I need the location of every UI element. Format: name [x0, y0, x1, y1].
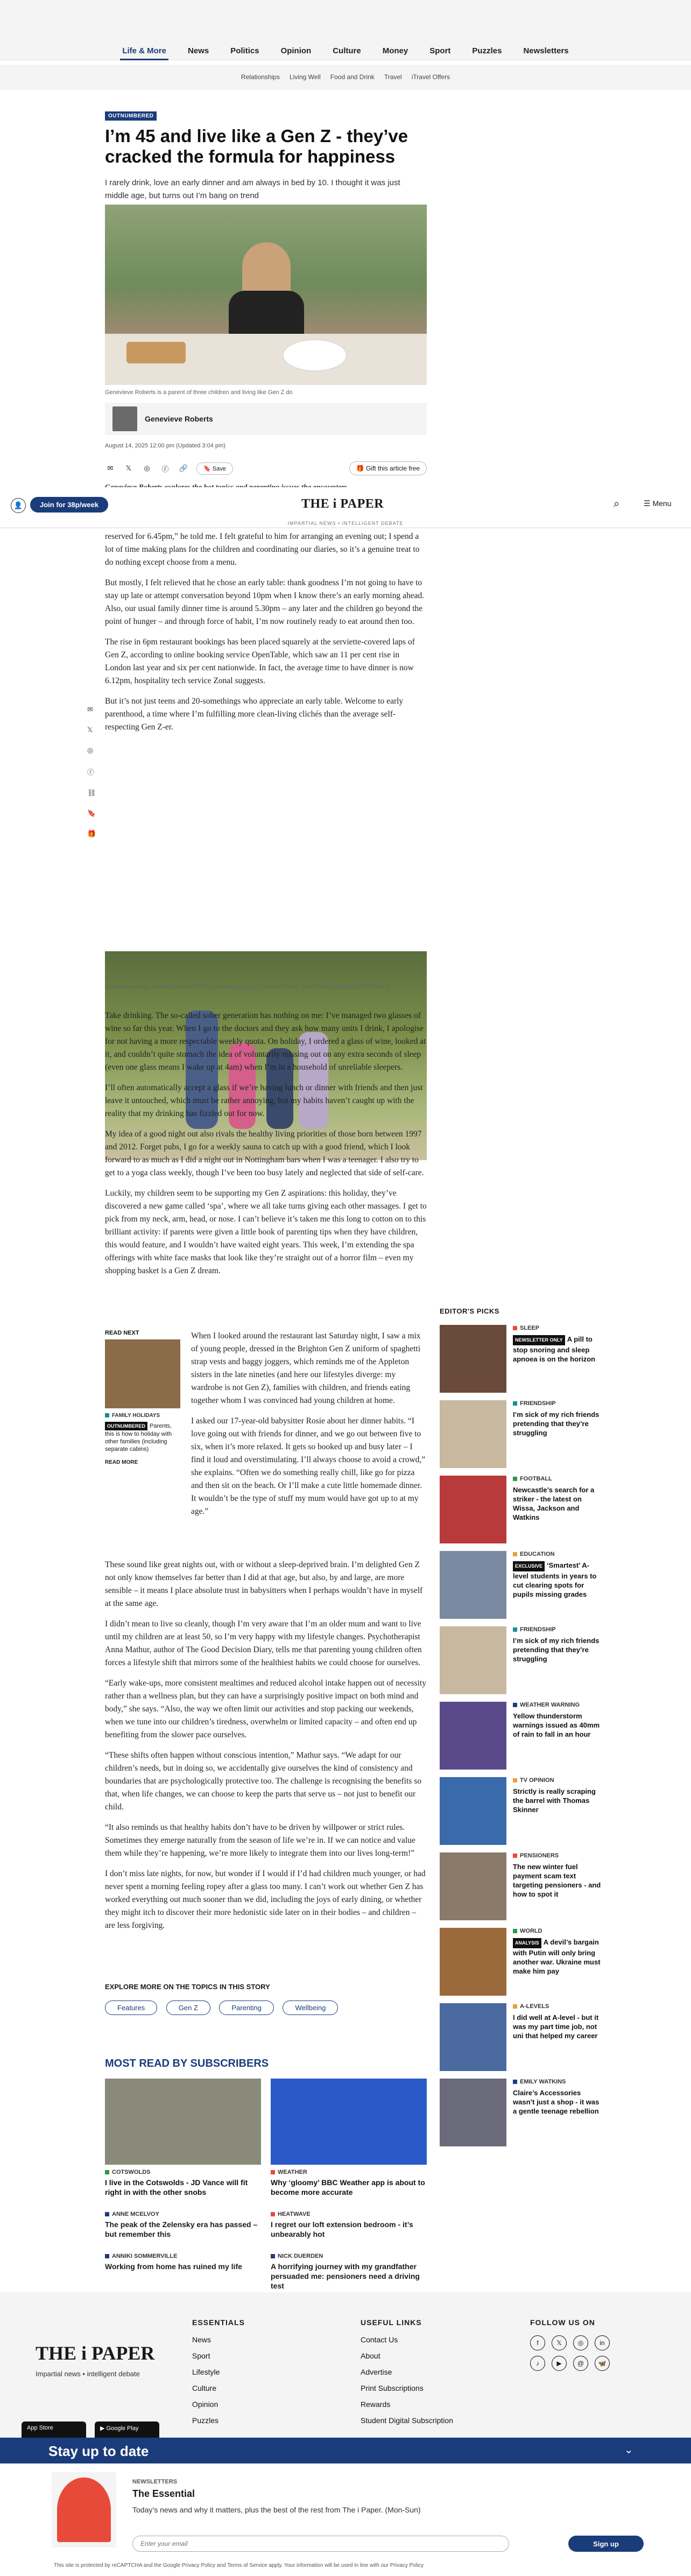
nav-item-news[interactable]: News [188, 46, 209, 55]
paragraph: When I looked around the restaurant last Saturday night, I saw a mix of young people, dressed in the Brighton Gen Z uniform of spaghetti strap vests and baggy joggers, which reminds me of the Appleton sisters in the late nineties (and here our lifestyles diverge: my wardrobe is not Gen Z), families with children, and friends eating together whom I was convinced had young children at home. [191, 1331, 421, 1405]
read-next-badge: OUTNUMBERED [105, 1422, 147, 1430]
site-logo[interactable]: THE i PAPER [301, 497, 384, 511]
tiktok-icon[interactable]: ♪ [530, 2356, 545, 2371]
standfirst: I rarely drink, love an early dinner and am always in bed by 10. I thought it was just middle age, but turns out I’m bang on trend [105, 178, 400, 200]
topic-chip[interactable]: Parenting [219, 2001, 274, 2015]
footer-tagline: Impartial news • intelligent debate [36, 2370, 140, 2378]
paragraph: “These shifts often happen without conscious intention,” Mathur says. “We adapt for our children’s needs, but in doing so, we accidentally give ourselves the kind of consistency and boundaries that are psychologically protective too. The challenge is recognising the benefits so that, when life changes, we can choose to keep the parts that serve us – not just to benefit our child. [105, 1751, 422, 1812]
most-read-image [105, 2079, 261, 2165]
subnav-relationships[interactable]: Relationships [241, 73, 280, 81]
footer-link[interactable]: Contact Us [361, 2335, 398, 2344]
app-store-button[interactable]: App Store [22, 2421, 86, 2441]
signup-button[interactable]: Sign up [568, 2536, 644, 2552]
editors-picks-title: EDITOR'S PICKS [440, 1307, 499, 1315]
topic-chip[interactable]: Features [105, 2001, 157, 2015]
footer-link[interactable]: Print Subscriptions [361, 2384, 424, 2392]
nav-item-life-more[interactable]: Life & More [120, 46, 168, 60]
subnav-itravel-offers[interactable]: iTravel Offers [411, 73, 450, 81]
paragraph: But mostly, I felt relieved that he chose an early table: thank goodness I’m not going to have to stay up late or attempt conversation beyond 10pm when I know there’s an early morning ahead. Also, our usual family dinner time is around 5.30pm – any later and the children go beyond the point of hunger – and through force of habit, I’m now routinely ready to eat around then too. [105, 578, 425, 626]
top-nav [0, 0, 691, 60]
chevron-down-icon[interactable]: ⌄ [624, 2444, 633, 2456]
most-read-item[interactable]: NICK DUERDEN A horrifying journey with my grandfather persuaded me: pensioners need a driving test [271, 2253, 420, 2290]
topic-chip[interactable]: Gen Z [166, 2001, 210, 2015]
linkedin-icon[interactable]: in [595, 2335, 610, 2350]
read-next-box[interactable] [105, 1330, 180, 1465]
paragraph: “Early wake-ups, more consistent mealtimes and reduced alcohol intake happen out of necessity rather than a wellness plan, but they can have a surprisingly positive impact on both mind and body,” she says. “Also, the way we often limit our activities and stop packing our weekends, when we tune into our children’s tiredness, overwhelm or limited capacity – and often end up benefiting from the slower pace ourselves. [105, 1679, 426, 1739]
email-icon[interactable]: ✉ [107, 464, 114, 472]
nav-item-politics[interactable]: Politics [230, 46, 259, 55]
author-avatar [112, 406, 137, 431]
facebook-icon[interactable]: ⓕ [161, 465, 169, 473]
publish-date: August 14, 2025 12:00 pm (Updated 3:04 pm) [105, 443, 225, 449]
pick-item[interactable]: SLEEP NEWSLETTER ONLY A pill to stop snoring and sleep apnoea is on the horizon [440, 1325, 601, 1400]
pick-item[interactable]: PENSIONERS The new winter fuel payment scam text targeting pensioners - and how to spot it [440, 1852, 601, 1928]
pick-item[interactable]: WEATHER WARNING Yellow thunderstorm warnings issued as 40mm of rain to fall in an hour [440, 1702, 601, 1777]
gift-icon: 🎁 [356, 465, 366, 472]
save-button[interactable]: 🔖 Save [196, 462, 233, 475]
side-whatsapp-icon[interactable]: ◎ [87, 746, 94, 754]
read-next-thumbnail [105, 1339, 180, 1408]
side-x-icon[interactable]: 𝕏 [87, 726, 93, 734]
side-link-icon[interactable]: ⛓ [87, 789, 96, 797]
paragraph: But it’s not just teens and 20-somethings who appreciate an early table. Welcome to early parenthood, a time where I’m fulfilling more clean-living clichés than the average self-respecting Gen Z-er. [105, 697, 404, 732]
pick-item[interactable]: EDUCATION EXCLUSIVE ‘Smartest’ A-level students in years to cut clearing spots for pupils missing grades [440, 1551, 601, 1626]
article-body-1 [105, 530, 427, 741]
bluesky-icon[interactable]: 🦋 [595, 2356, 610, 2371]
footer-social: FOLLOW US ON f 𝕏 ◎ in ♪ ▶ @ 🦋 [530, 2318, 611, 2371]
most-read-image [271, 2079, 427, 2165]
pick-image [440, 1777, 506, 1845]
read-more-link[interactable]: READ MORE [105, 1459, 138, 1465]
newsletter-bar-title: Stay up to date [48, 2443, 149, 2459]
nav-item-culture[interactable]: Culture [333, 46, 361, 55]
pick-image [440, 2003, 506, 2071]
most-read-item[interactable]: ANNIKI SOMMERVILLE Working from home has ruined my life [105, 2253, 242, 2271]
side-email-icon[interactable]: ✉ [87, 705, 93, 713]
paragraph: I’ll often automatically accept a glass if we’re having lunch or dinner with friends and then just leave it untouched, which must be rather annoying, but my habits haven’t caught up with the reality that my drinking has fizzled out for now. [105, 1083, 423, 1118]
side-share-rail [87, 705, 96, 838]
footer-link[interactable]: Puzzles [192, 2416, 219, 2425]
topics-title: EXPLORE MORE ON THE TOPICS IN THIS STORY [105, 1983, 270, 1991]
paragraph: I asked our 17-year-old babysitter Rosie about her dinner habits. “I love going out with friends for dinner, and we go out between five to six, when it’s more relaxed. It gets so booked up and busy later – I find it loud and overstimulating. I’ll always choose to avoid a crowd,” she explains. “Often we do something really chill, like go for pizza and then sit on the beach. Or I’ll make a cute little homemade dinner. It wouldn’t be the type of stuff my mum would have got up to at my age.” [191, 1416, 426, 1516]
pick-item[interactable]: A-LEVELS I did well at A-level - but it was my part time job, not uni that helped my career [440, 2003, 601, 2079]
topic-chip[interactable]: Wellbeing [283, 2001, 338, 2015]
paragraph: Take drinking. The so-called sober generation has nothing on me: I’ve managed two glasses of wine so far this year. When I go to the doctors and they ask how many units I drink, I apologise for not having a more respectable weekly quota. On holiday, I ordered a glass of wine, looked at it, and couldn’t quite stomach the idea of voluntarily missing out on any extra seconds of sleep (even one glass means I wake up at 4am) when I’m in a household of unreliable sleepers. [105, 1011, 426, 1072]
share-bar [105, 460, 427, 476]
gift-article-button[interactable]: 🎁 Gift this article free [349, 461, 427, 475]
instagram-icon[interactable]: ◎ [573, 2335, 588, 2350]
newsletter-label: NEWSLETTERS [132, 2479, 178, 2485]
join-button[interactable]: Join for 38p/week [30, 497, 108, 513]
pick-image [440, 2079, 506, 2146]
paragraph: Luckily, my children seem to be supporting my Gen Z aspirations: this holiday, they’ve discovered a new game called ‘spa’, where we all take turns giving each other massages. I get to pick from my neck, arm, head, or nose. I can’t believe it’s taken me this long to cotton on to this brilliant activity: if parents were given a little book of parenting tips when they have children, this would feature, and I wouldn’t have waited eight years. This week, I’m extending the spa offerings with white face masks that look like they’re straight out of a horror film – even my shopping basket is a Gen Z dream. [105, 1189, 427, 1275]
x-icon[interactable]: 𝕏 [552, 2335, 567, 2350]
pick-item[interactable]: FRIENDSHIP I’m sick of my rich friends pretending that they’re struggling [440, 1400, 601, 1476]
read-next-title: READ NEXT [105, 1330, 139, 1336]
most-read-item[interactable]: ANNE MCELVOY The peak of the Zelensky era has passed – but remember this [105, 2211, 258, 2238]
article-header [105, 110, 427, 202]
facebook-icon[interactable]: f [530, 2335, 545, 2350]
most-read-item[interactable]: WEATHER Why ‘gloomy’ BBC Weather app is about to become more accurate [271, 2079, 427, 2197]
subnav-food-drink[interactable]: Food and Drink [330, 73, 375, 81]
newsletter-name: The Essential [132, 2488, 195, 2499]
newsletter-signup [52, 2472, 644, 2553]
paragraph: reserved for 6.45pm,” he told me. I felt grateful to him for arranging an evening out; I spend a lot of time making plans for the children and coordinating our diaries, so it’s a genuine treat to do nothing except choose from a menu. [105, 532, 420, 567]
paragraph: My idea of a good night out also rivals the healthy living priorities of those born between 1997 and 2012. Forget pubs, I go for a weekly sauna to catch up with a good friend, which I look forward to as much as I did a night out in Nottingham bars when I was a teenager. I also try to get to a yoga class weekly, though I’ve been too busy lately and neglected that side of self-care. [105, 1129, 424, 1177]
pick-image [440, 1400, 506, 1468]
footer-link[interactable]: About [361, 2352, 380, 2360]
paragraph: These sound like great nights out, with or without a sleep-deprived brain. I’m delighted Gen Z not only know themselves far better than I did at that age, but also, by and large, are more sensible – it means I place absolute trust in babysitters when I perhaps wouldn’t have in myself at the same age. [105, 1560, 423, 1608]
link-icon[interactable]: 🔗 [179, 464, 188, 472]
nav-item-puzzles[interactable]: Puzzles [472, 46, 502, 55]
editors-picks [440, 1307, 601, 2154]
paragraph: “It also reminds us that healthy habits don’t have to be driven by willpower or strict rules. Sometimes they emerge naturally from the season of life we’re in. If we can notice and value them while they’re happening, we’re more likely to integrate them into our lives long-term!” [105, 1823, 415, 1858]
sticky-tagline: IMPARTIAL NEWS • INTELLIGENT DEBATE [287, 521, 404, 526]
subnav-travel[interactable]: Travel [384, 73, 402, 81]
whatsapp-icon[interactable]: ◎ [144, 464, 150, 472]
newsletter-bar[interactable] [0, 2438, 691, 2463]
most-read-item[interactable]: HEATWAVE I regret our loft extension bedroom - it’s unbearably hot [271, 2211, 413, 2238]
menu-button[interactable]: ☰ Menu [644, 499, 672, 508]
pick-image [440, 1476, 506, 1543]
sticky-header [0, 487, 691, 528]
pick-item[interactable]: EMILY WATKINS Claire’s Accessories wasn’t just a shop - it was a gentle teenage rebellion [440, 2079, 601, 2154]
threads-icon[interactable]: @ [573, 2356, 588, 2371]
nav-item-sport[interactable]: Sport [429, 46, 451, 55]
subnav-living-well[interactable]: Living Well [289, 73, 321, 81]
footer-essentials: ESSENTIALS News Sport Lifestyle Culture Opinion Puzzles [192, 2318, 245, 2425]
footer-link[interactable]: Culture [192, 2384, 217, 2392]
footer-link[interactable]: Opinion [192, 2400, 218, 2409]
author-box[interactable] [105, 403, 427, 435]
legal-notice: This site is protected by reCAPTCHA and the Google Privacy Policy and Terms of Service apply. Your information will be used in line with our Privacy Policy [54, 2563, 424, 2568]
nav-item-opinion[interactable]: Opinion [280, 46, 312, 55]
account-icon[interactable]: 👤 [11, 498, 26, 513]
hero-image [105, 205, 427, 385]
nav-item-newsletters[interactable]: Newsletters [523, 46, 569, 55]
search-icon[interactable]: ⌕ [614, 498, 620, 510]
article-body-4 [105, 1559, 427, 1940]
side-gift-icon[interactable]: 🎁 [87, 830, 96, 838]
pick-item[interactable]: FOOTBALL Newcastle’s search for a striker - the latest on Wissa, Jackson and Watkins [440, 1476, 601, 1551]
footer-link[interactable]: News [192, 2335, 211, 2344]
side-facebook-icon[interactable]: ⓕ [87, 768, 95, 776]
footer-link[interactable]: Student Digital Subscription [361, 2416, 453, 2425]
newsletter-panel [0, 2438, 691, 2576]
email-field[interactable] [132, 2536, 509, 2552]
footer-link[interactable]: Advertise [361, 2368, 392, 2376]
footer-useful-links: USEFUL LINKS Contact Us About Advertise Print Subscriptions Rewards Student Digital Subscription [361, 2318, 453, 2425]
bookmark-icon: 🔖 [203, 465, 213, 472]
hero-caption: Genevieve Roberts is a parent of three children and living like Gen Z do [105, 389, 293, 396]
topics-section [105, 1983, 427, 2015]
author-name[interactable]: Genevieve Roberts [145, 415, 213, 423]
pick-image [440, 1928, 506, 1996]
footer-link[interactable]: Lifestyle [192, 2368, 220, 2376]
youtube-icon[interactable]: ▶ [552, 2356, 567, 2371]
pick-image [440, 1551, 506, 1619]
most-read-item[interactable]: COTSWOLDS I live in the Cotswolds - JD Vance will fit right in with the other snobs [105, 2079, 261, 2197]
paragraph: I didn’t mean to live so cleanly, though I’m very aware that I’m an older mum and want to live until my children are at least 50, so I’m very happy with my lifestyle changes. Psychotherapist Anna Mathur, author of The Good Decision Diary, tells me that parenting young children often forces a lifestyle shift that mirrors some of the healthiest habits we could choose for ourselves. [105, 1619, 422, 1667]
most-read-section [105, 2058, 427, 2291]
side-bookmark-icon[interactable]: 🔖 [87, 809, 96, 817]
newsletter-illustration [52, 2472, 116, 2547]
pick-image [440, 1852, 506, 1920]
paragraph: I don’t miss late nights, for now, but wonder if I would if I’d had children much younger, or had never spent a morning feeling ropey after a glass too many. I can’t work out whether Gen Z has worked everything out much sooner than we did, including the joys of early dining, or whether they might itch to discover their more hedonistic side later on in their bodies – and children – are less forgiving. [105, 1869, 426, 1930]
pick-image [440, 1626, 506, 1694]
nav-item-money[interactable]: Money [382, 46, 408, 55]
footer-link[interactable]: Sport [192, 2352, 210, 2360]
pick-item[interactable]: TV OPINION Strictly is really scraping the barrel with Thomas Skinner [440, 1777, 601, 1852]
most-read-title: MOST READ BY SUBSCRIBERS [105, 2058, 269, 2069]
paragraph: The rise in 6pm restaurant bookings has been placed squarely at the serviette-covered laps of Gen Z, according to online booking service OpenTable, which saw an 11 per cent rise in London last year and six per cent nationwide. In fact, the average time to have dinner is now 6.12pm, hospitality tech service Zonal suggests. [105, 637, 415, 685]
family-photo-caption: Genevieve reaps the health benefits from parenting young children (Photo: David McHugh/Brighton Pictures) [105, 984, 390, 990]
footer-logo[interactable]: THE i PAPER [36, 2342, 155, 2364]
x-icon[interactable]: 𝕏 [125, 464, 132, 472]
article-body-3 [191, 1330, 427, 1526]
read-next-tag: FAMILY HOLIDAYS [112, 1413, 160, 1419]
pick-item[interactable]: WORLD ANALYSIS A devil’s bargain with Putin will only bring another war. Ukraine must make him pay [440, 1928, 601, 2003]
article-badge: OUTNUMBERED [105, 111, 157, 121]
google-play-button[interactable]: ▶ Google Play [95, 2421, 159, 2441]
footer-link[interactable]: Rewards [361, 2400, 391, 2409]
headline: I’m 45 and live like a Gen Z - they’ve cracked the formula for happiness [105, 126, 408, 166]
pick-item[interactable]: FRIENDSHIP I’m sick of my rich friends pretending that they’re struggling [440, 1626, 601, 1702]
newsletter-description: Today’s news and why it matters, plus the best of the rest from The i Paper. (Mon-Sun) [132, 2505, 421, 2514]
article-body-2 [105, 1009, 427, 1285]
pick-image [440, 1325, 506, 1393]
read-next-headline[interactable]: Parents, this is how to holiday with other families (including separate cabins) [105, 1423, 172, 1452]
sub-nav [0, 65, 691, 89]
pick-image [440, 1702, 506, 1770]
primary-nav [0, 46, 691, 60]
